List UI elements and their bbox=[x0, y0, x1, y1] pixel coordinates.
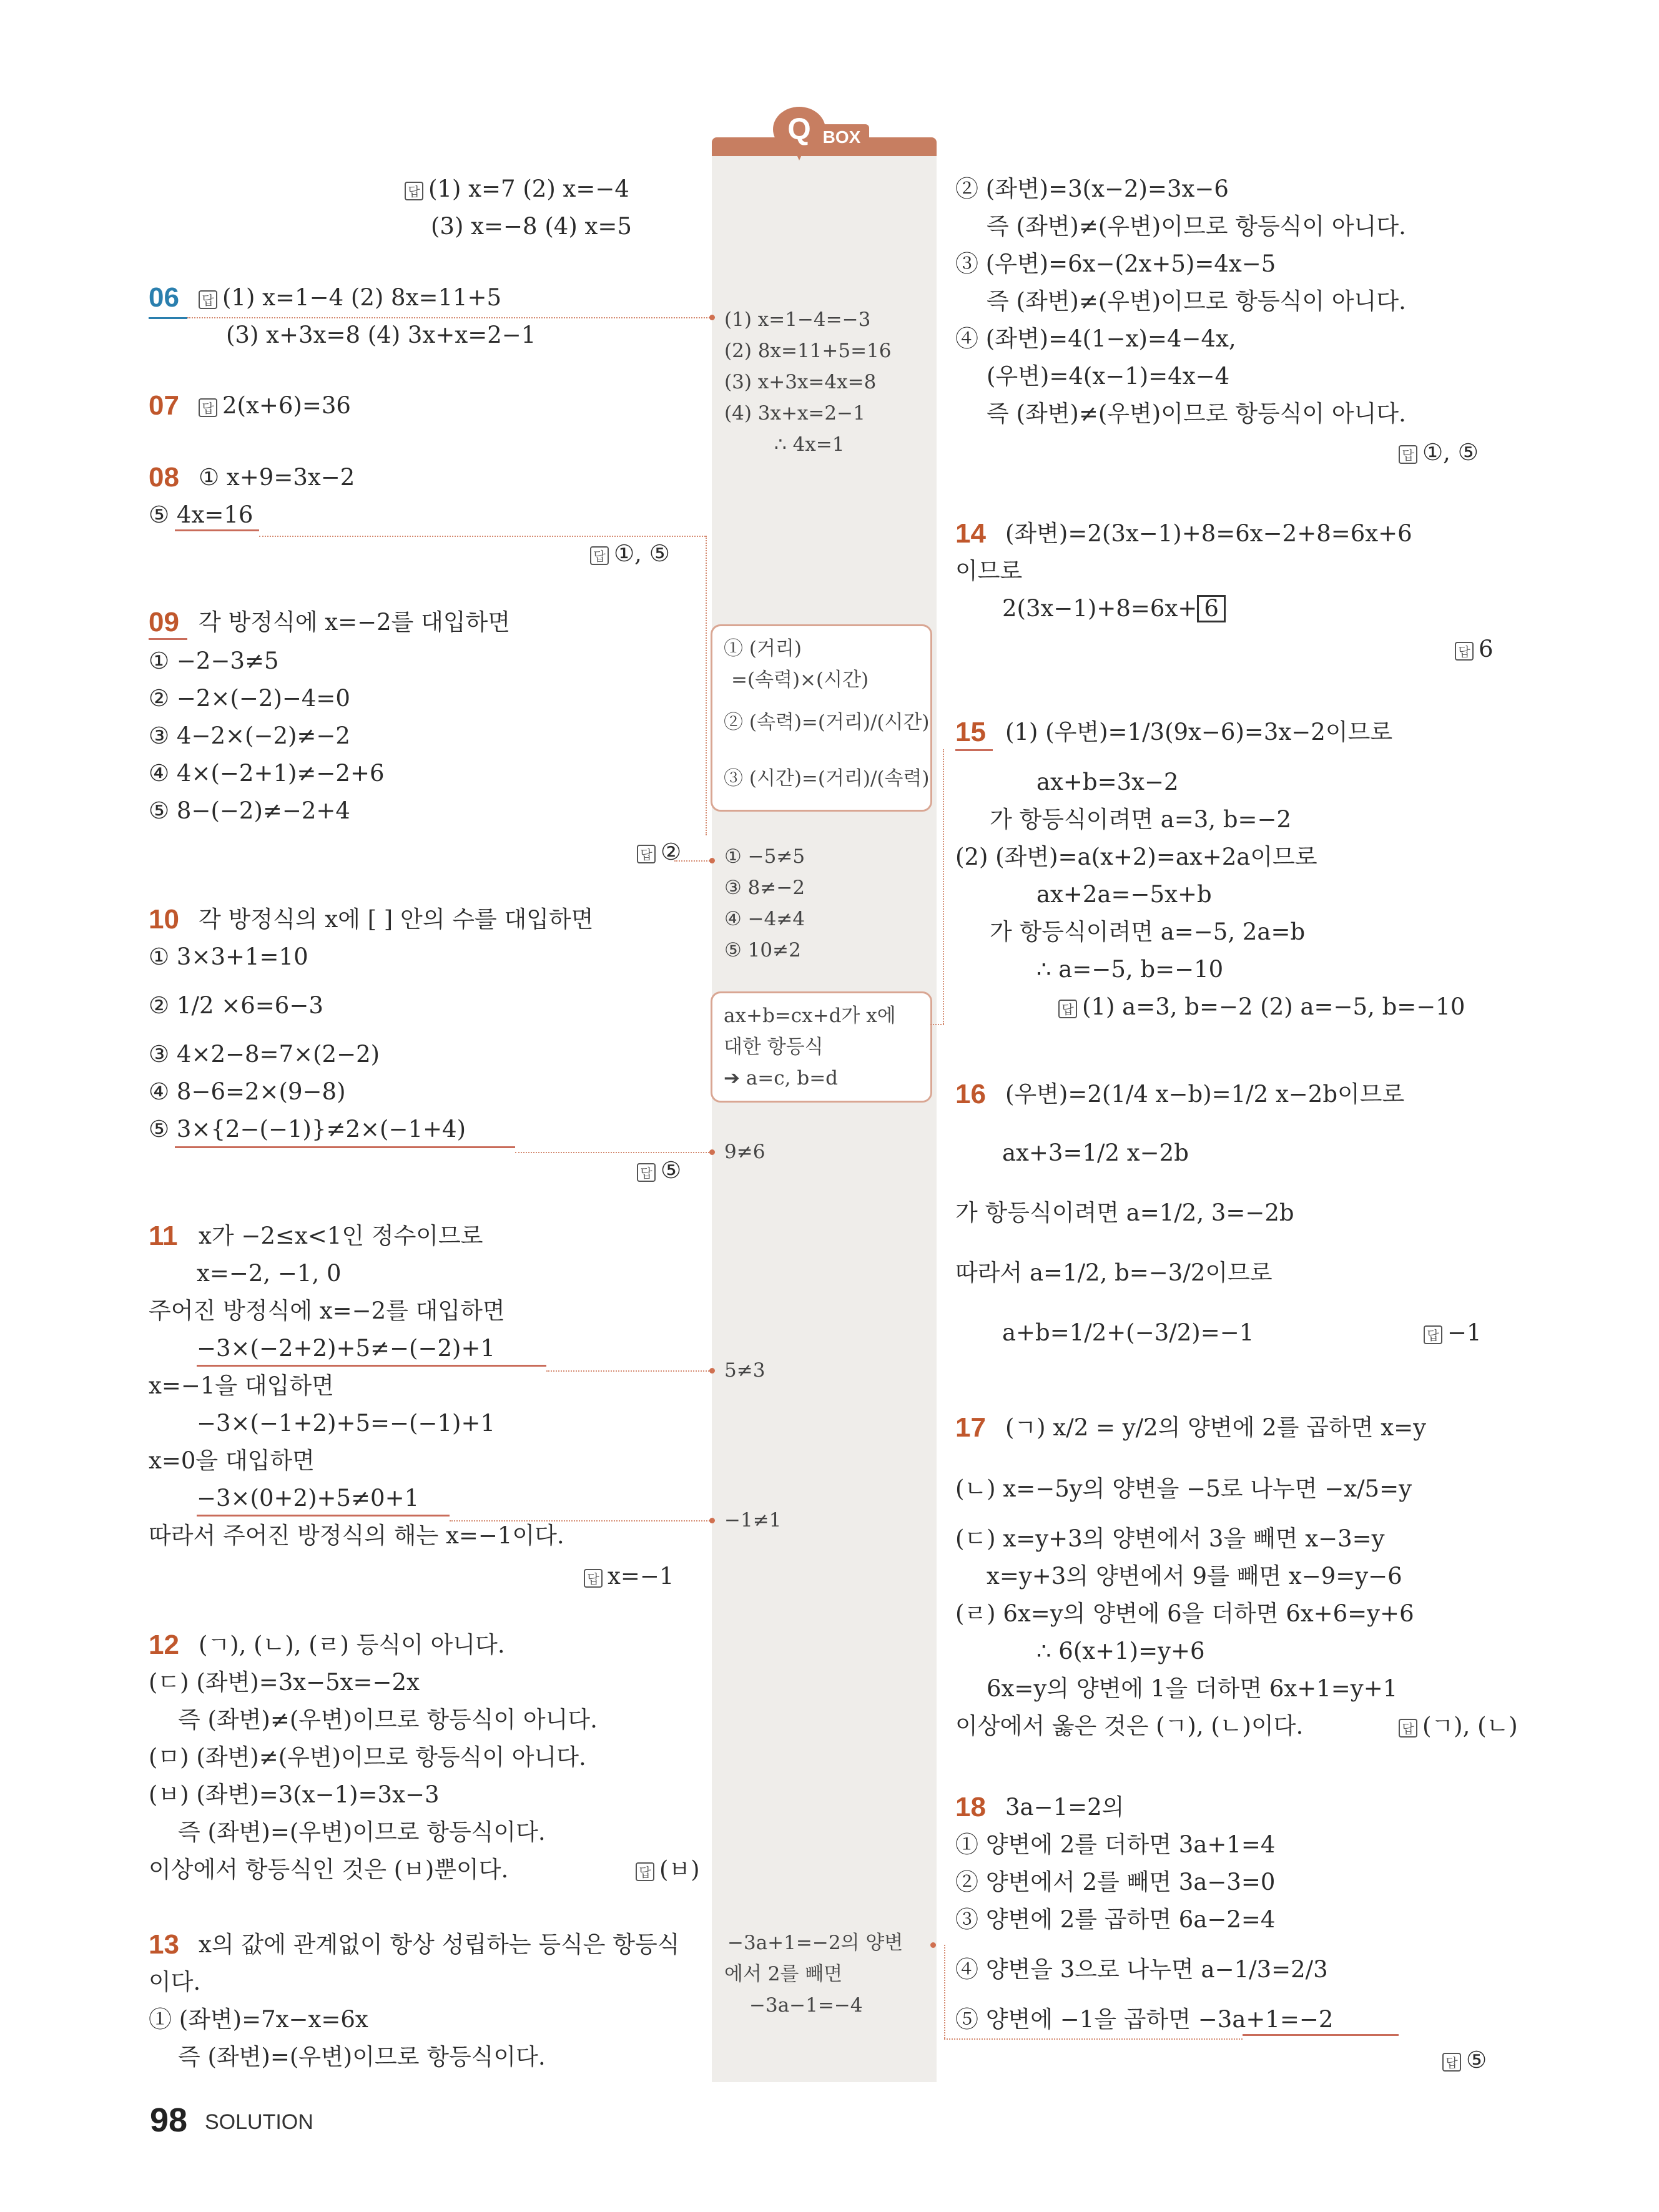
qbox-09-line1: ① −5≠5 bbox=[724, 845, 805, 868]
p13-line3: ① (좌변)=7x−x=6x bbox=[149, 2006, 368, 2033]
p17-line5: (ㄹ) 6x=y의 양변에 6을 더하면 6x+6=y+6 bbox=[955, 1600, 1414, 1627]
problem-number-12: 12 bbox=[149, 1630, 179, 1660]
p18-line1: 3a−1=2의 bbox=[1005, 1794, 1125, 1821]
qbox-label: BOX bbox=[822, 127, 861, 147]
p11-underline-2 bbox=[197, 1515, 450, 1516]
answer-mark-icon: 답 bbox=[1399, 445, 1417, 464]
p09-line5: ④ 4×(−2+1)≠−2+6 bbox=[149, 760, 385, 787]
qbox-18-line2: 에서 2를 빼면 bbox=[724, 1963, 843, 1985]
qbox-11-a: 5≠3 bbox=[724, 1359, 766, 1382]
problem-number-16: 16 bbox=[955, 1079, 986, 1109]
p15-line4: (2) (좌변)=a(x+2)=ax+2a이므로 bbox=[955, 843, 1317, 870]
p10-underline bbox=[175, 1146, 515, 1148]
p13-line1: x의 값에 관계없이 항상 성립하는 등식은 항등식 bbox=[199, 1931, 680, 1958]
qbox-06-line4: (4) 3x+x=2−1 bbox=[724, 402, 865, 425]
p18-leader-line bbox=[944, 2038, 1243, 2040]
problem-number-09: 09 bbox=[149, 607, 179, 637]
qbox-10: 9≠6 bbox=[724, 1141, 766, 1163]
p09-line6: ⑤ 8−(−2)≠−2+4 bbox=[149, 797, 350, 824]
p15-line7: ∴ a=−5, b=−10 bbox=[1036, 956, 1224, 983]
r13-line4: 즉 (좌변)≠(우변)이므로 항등식이 아니다. bbox=[987, 288, 1406, 315]
r13-answer: 답 ①, ⑤ bbox=[1399, 437, 1479, 468]
p08-underline bbox=[175, 529, 259, 531]
answer-mark-icon: 답 bbox=[1399, 1719, 1417, 1738]
p06-line2: (3) x+3x=8 (4) 3x+x=2−1 bbox=[226, 322, 536, 348]
qbox-06-line2: (2) 8x=11+5=16 bbox=[724, 340, 892, 362]
problem-number-10: 10 bbox=[149, 904, 179, 935]
p09-leader-line bbox=[674, 860, 712, 862]
p10-leader-line bbox=[515, 1152, 712, 1153]
p08-leader-vertical bbox=[706, 536, 707, 835]
p17-line6: ∴ 6(x+1)=y+6 bbox=[1036, 1638, 1205, 1664]
p18-line3: ② 양변에서 2를 빼면 3a−3=0 bbox=[955, 1869, 1276, 1895]
answer-mark-icon: 답 bbox=[1455, 642, 1474, 661]
qbox-card-identity bbox=[711, 991, 932, 1103]
p11-line1: x가 −2≤x<1인 정수이므로 bbox=[199, 1222, 483, 1249]
footer-label: SOLUTION bbox=[205, 2110, 313, 2134]
answer-mark-icon: 답 bbox=[1424, 1325, 1442, 1344]
r13-line3: ③ (우변)=6x−(2x+5)=4x−5 bbox=[955, 250, 1276, 277]
p15-leader-line bbox=[930, 1024, 944, 1025]
problem-number-07: 07 bbox=[149, 390, 179, 421]
leader-dot bbox=[709, 1149, 715, 1155]
p16-line2: ax+3=1/2 x−2b bbox=[1002, 1139, 1189, 1166]
p15-line1: (1) (우변)=1/3(9x−6)=3x−2이므로 bbox=[1005, 719, 1393, 745]
p11-line2: x=−2, −1, 0 bbox=[197, 1260, 342, 1287]
answer-mark-icon: 답 bbox=[590, 546, 609, 565]
answer-mark-icon: 답 bbox=[637, 1163, 656, 1182]
qbox-06-line3: (3) x+3x=4x=8 bbox=[724, 371, 877, 393]
answer-mark-icon: 답 bbox=[636, 1862, 654, 1881]
p16-line1: (우변)=2(1/4 x−b)=1/2 x−2b이므로 bbox=[1005, 1081, 1405, 1108]
p09-line1: 각 방정식에 x=−2를 대입하면 bbox=[199, 609, 511, 636]
r13-line1: ② (좌변)=3(x−2)=3x−6 bbox=[955, 175, 1229, 202]
p08-line1: ① x+9=3x−2 bbox=[199, 464, 355, 491]
p09-answer: 답 ② bbox=[637, 837, 681, 868]
p17-line7: 6x=y의 양변에 1을 더하면 6x+1=y+1 bbox=[987, 1675, 1398, 1702]
problem-number-17: 17 bbox=[955, 1412, 986, 1443]
problem-number-08: 08 bbox=[149, 462, 179, 493]
qbox-09-line2: ③ 8≠−2 bbox=[724, 877, 805, 899]
page-number: 98 bbox=[150, 2101, 188, 2139]
p08-line2: ⑤ 4x=16 bbox=[149, 501, 254, 528]
p12-line1: (ㄱ), (ㄴ), (ㄹ) 등식이 아니다. bbox=[199, 1631, 505, 1658]
p10-line2: ① 3×3+1=10 bbox=[149, 943, 308, 970]
card-identity-line2: 대한 항등식 bbox=[724, 1036, 824, 1058]
qbox-11-b: −1≠1 bbox=[724, 1509, 782, 1531]
qbox-card-speed bbox=[711, 624, 932, 812]
p16-line4: 따라서 a=1/2, b=−3/2이므로 bbox=[955, 1259, 1273, 1286]
p08-answer: 답 ①, ⑤ bbox=[590, 538, 670, 569]
card-identity-line3: ➔ a=c, b=d bbox=[724, 1067, 839, 1089]
leader-dot bbox=[930, 1942, 936, 1948]
card-speed-line2: =(속력)×(시간) bbox=[731, 669, 869, 691]
p11-underline-1 bbox=[197, 1365, 546, 1367]
problem-number-18: 18 bbox=[955, 1792, 986, 1822]
p15-answer: 답 (1) a=3, b=−2 (2) a=−5, b=−10 bbox=[1058, 991, 1465, 1023]
p14-boxed-answer: 6 bbox=[1197, 595, 1226, 622]
p17-line1: (ㄱ) x/2 = y/2의 양변에 2를 곱하면 x=y bbox=[1005, 1414, 1426, 1441]
p10-line5: ④ 8−6=2×(9−8) bbox=[149, 1078, 346, 1105]
qbox-09-line4: ⑤ 10≠2 bbox=[724, 939, 801, 961]
p06-leader-line bbox=[187, 317, 712, 318]
p12-line4: (ㅁ) (좌변)≠(우변)이므로 항등식이 아니다. bbox=[149, 1744, 586, 1771]
p07-line1: 답 2(x+6)=36 bbox=[199, 390, 351, 421]
qbox-06-line1: (1) x=1−4=−3 bbox=[724, 308, 871, 331]
p17-line8: 이상에서 옳은 것은 (ㄱ), (ㄴ)이다. bbox=[955, 1713, 1304, 1739]
p18-line4: ③ 양변에 2를 곱하면 6a−2=4 bbox=[955, 1906, 1276, 1933]
p11-leader-line-2 bbox=[450, 1520, 712, 1521]
leader-dot bbox=[709, 315, 715, 320]
p14-line3: 2(3x−1)+8=6x+ 6 bbox=[1002, 593, 1226, 624]
p15-line2: ax+b=3x−2 bbox=[1036, 769, 1179, 795]
p10-answer: 답 ⑤ bbox=[637, 1155, 681, 1186]
p17-line2: (ㄴ) x=−5y의 양변을 −5로 나누면 −x/5=y bbox=[955, 1475, 1412, 1502]
problem-number-06: 06 bbox=[149, 282, 179, 313]
top-answer-line1: 답 (1) x=7 (2) x=−4 bbox=[405, 174, 629, 205]
answer-mark-icon: 답 bbox=[1442, 2053, 1461, 2072]
p10-line1: 각 방정식의 x에 [ ] 안의 수를 대입하면 bbox=[199, 906, 594, 933]
p13-line2: 이다. bbox=[149, 1969, 201, 1995]
p11-line4: −3×(−2+2)+5≠−(−2)+1 bbox=[197, 1335, 496, 1362]
qbox-06-line5: ∴ 4x=1 bbox=[774, 433, 845, 456]
p11-answer: 답 x=−1 bbox=[584, 1561, 674, 1592]
p06-number-underline bbox=[149, 317, 187, 319]
p15-number-underline bbox=[955, 749, 993, 751]
card-speed-line4: ③ (시간)=(거리)/(속력) bbox=[724, 767, 930, 790]
p18-line2: ① 양변에 2를 더하면 3a+1=4 bbox=[955, 1831, 1276, 1858]
qbox-18-line1: −3a+1=−2의 양변 bbox=[727, 1932, 903, 1954]
qbox-q-letter: Q bbox=[787, 113, 811, 146]
p18-leader-vertical bbox=[944, 1945, 945, 2038]
p16-answer: 답 −1 bbox=[1424, 1317, 1482, 1349]
p11-line7: x=0을 대입하면 bbox=[149, 1447, 315, 1474]
problem-number-11: 11 bbox=[149, 1221, 178, 1251]
p11-line3: 주어진 방정식에 x=−2를 대입하면 bbox=[149, 1297, 505, 1324]
p15-leader-vertical bbox=[943, 749, 944, 1024]
answer-mark-icon: 답 bbox=[584, 1569, 603, 1588]
p06-line1: 답 (1) x=1−4 (2) 8x=11+5 bbox=[199, 282, 501, 313]
p18-answer: 답 ⑤ bbox=[1442, 2045, 1487, 2076]
p11-line5: x=−1을 대입하면 bbox=[149, 1372, 334, 1399]
p09-number-underline bbox=[149, 638, 187, 640]
p09-line4: ③ 4−2×(−2)≠−2 bbox=[149, 722, 350, 749]
qbox-logo bbox=[762, 103, 880, 162]
p12-line3: 즉 (좌변)≠(우변)이므로 항등식이 아니다. bbox=[178, 1706, 598, 1733]
p08-leader-line bbox=[259, 536, 706, 537]
p17-line4: x=y+3의 양변에서 9를 빼면 x−9=y−6 bbox=[987, 1563, 1402, 1590]
p14-line2: 이므로 bbox=[955, 558, 1023, 584]
qbox-18-line3: −3a−1=−4 bbox=[749, 1994, 863, 2017]
qbox-09-line3: ④ −4≠4 bbox=[724, 908, 805, 930]
p18-line6: ⑤ 양변에 −1을 곱하면 −3a+1=−2 bbox=[955, 2006, 1334, 2033]
p14-line1: (좌변)=2(3x−1)+8=6x−2+8=6x+6 bbox=[1005, 520, 1412, 547]
p14-answer: 답 6 bbox=[1455, 634, 1494, 665]
p12-line2: (ㄷ) (좌변)=3x−5x=−2x bbox=[149, 1669, 420, 1696]
r13-line7: 즉 (좌변)≠(우변)이므로 항등식이 아니다. bbox=[987, 400, 1406, 427]
problem-number-15: 15 bbox=[955, 717, 986, 747]
p15-line3: 가 항등식이려면 a=3, b=−2 bbox=[990, 806, 1292, 833]
answer-mark-icon: 답 bbox=[1058, 1000, 1077, 1018]
card-speed-line1: ① (거리) bbox=[724, 637, 802, 660]
answer-mark-icon: 답 bbox=[405, 182, 423, 200]
p17-line3: (ㄷ) x=y+3의 양변에서 3을 빼면 x−3=y bbox=[955, 1525, 1385, 1552]
p11-line8: −3×(0+2)+5≠0+1 bbox=[197, 1485, 420, 1512]
problem-number-13: 13 bbox=[149, 1929, 179, 1960]
card-identity-line1: ax+b=cx+d가 x에 bbox=[724, 1005, 896, 1027]
p09-line2: ① −2−3≠5 bbox=[149, 647, 279, 674]
p17-answer: 답 (ㄱ), (ㄴ) bbox=[1399, 1711, 1518, 1742]
p10-line4: ③ 4×2−8=7×(2−2) bbox=[149, 1041, 380, 1068]
answer-mark-icon: 답 bbox=[199, 398, 217, 417]
p18-underline bbox=[1243, 2034, 1399, 2036]
p13-line4: 즉 (좌변)=(우변)이므로 항등식이다. bbox=[178, 2043, 546, 2070]
p12-answer: 답 (ㅂ) bbox=[636, 1854, 700, 1885]
r13-line2: 즉 (좌변)≠(우변)이므로 항등식이 아니다. bbox=[987, 213, 1406, 240]
p12-line7: 이상에서 항등식인 것은 (ㅂ)뿐이다. bbox=[149, 1856, 509, 1883]
leader-dot bbox=[709, 858, 715, 863]
problem-number-14: 14 bbox=[955, 518, 986, 549]
p16-line3: 가 항등식이려면 a=1/2, 3=−2b bbox=[955, 1199, 1294, 1226]
p11-line6: −3×(−1+2)+5=−(−1)+1 bbox=[197, 1410, 496, 1437]
p15-line5: ax+2a=−5x+b bbox=[1036, 881, 1212, 908]
p10-line3: ② 1/2 ×6=6−3 bbox=[149, 992, 323, 1019]
leader-dot bbox=[709, 1518, 715, 1523]
p18-line5: ④ 양변을 3으로 나누면 a−1/3=2/3 bbox=[955, 1956, 1328, 1983]
answer-mark-icon: 답 bbox=[637, 845, 656, 863]
answer-mark-icon: 답 bbox=[199, 290, 217, 309]
p11-line9: 따라서 주어진 방정식의 해는 x=−1이다. bbox=[149, 1522, 564, 1549]
p16-line5: a+b=1/2+(−3/2)=−1 bbox=[1002, 1319, 1254, 1346]
p09-line3: ② −2×(−2)−4=0 bbox=[149, 685, 350, 712]
p10-line6: ⑤ 3×{2−(−1)}≠2×(−1+4) bbox=[149, 1116, 466, 1143]
top-answer-line2: (3) x=−8 (4) x=5 bbox=[431, 213, 632, 240]
card-speed-line3: ② (속력)=(거리)/(시간) bbox=[724, 711, 930, 734]
p11-leader-line-1 bbox=[546, 1370, 712, 1372]
p12-line6: 즉 (좌변)=(우변)이므로 항등식이다. bbox=[178, 1819, 546, 1846]
r13-line5: ④ (좌변)=4(1−x)=4−4x, bbox=[955, 325, 1236, 352]
leader-dot bbox=[709, 1368, 715, 1374]
p12-line5: (ㅂ) (좌변)=3(x−1)=3x−3 bbox=[149, 1781, 440, 1808]
p15-line6: 가 항등식이려면 a=−5, 2a=b bbox=[990, 918, 1306, 945]
r13-line6: (우변)=4(x−1)=4x−4 bbox=[987, 363, 1230, 390]
